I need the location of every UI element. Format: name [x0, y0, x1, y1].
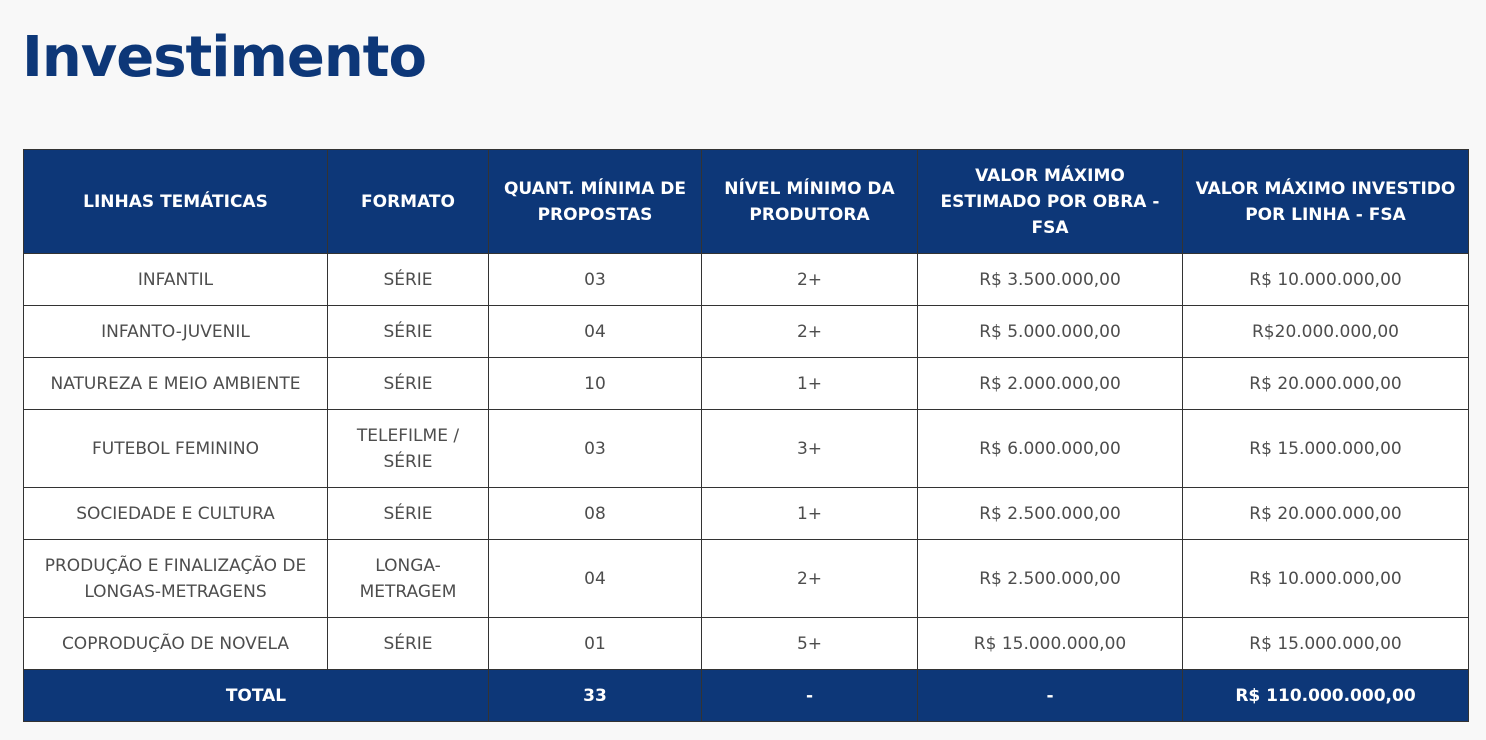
cell-quant: 08	[489, 488, 702, 540]
header-nivel-minimo: NÍVEL MÍNIMO DA PRODUTORA	[702, 150, 918, 254]
cell-valor-obra: R$ 2.000.000,00	[918, 358, 1183, 410]
cell-nivel: 2+	[702, 540, 918, 618]
total-valor-obra: -	[918, 670, 1183, 722]
cell-linha: INFANTO-JUVENIL	[24, 306, 328, 358]
table-row	[24, 488, 1469, 540]
total-label: TOTAL	[24, 670, 489, 722]
table-header	[24, 150, 1469, 254]
cell-nivel: 5+	[702, 618, 918, 670]
cell-linha: FUTEBOL FEMININO	[24, 410, 328, 488]
cell-nivel: 1+	[702, 358, 918, 410]
header-quant-minima: QUANT. MÍNIMA DE PROPOSTAS	[489, 150, 702, 254]
cell-valor-obra: R$ 2.500.000,00	[918, 540, 1183, 618]
total-quant: 33	[489, 670, 702, 722]
table-row	[24, 618, 1469, 670]
investment-table	[23, 149, 1469, 722]
table-body	[24, 254, 1469, 670]
header-formato: FORMATO	[328, 150, 489, 254]
cell-nivel: 3+	[702, 410, 918, 488]
cell-linha: PRODUÇÃO E FINALIZAÇÃO DE LONGAS-METRAGENS	[24, 540, 328, 618]
header-row	[24, 150, 1469, 254]
cell-quant: 03	[489, 410, 702, 488]
cell-quant: 04	[489, 540, 702, 618]
cell-quant: 10	[489, 358, 702, 410]
cell-quant: 03	[489, 254, 702, 306]
total-nivel: -	[702, 670, 918, 722]
table-row	[24, 540, 1469, 618]
cell-quant: 01	[489, 618, 702, 670]
cell-formato: LONGA-METRAGEM	[328, 540, 489, 618]
cell-linha: COPRODUÇÃO DE NOVELA	[24, 618, 328, 670]
cell-formato: SÉRIE	[328, 358, 489, 410]
cell-valor-linha: R$ 20.000.000,00	[1183, 488, 1469, 540]
cell-valor-obra: R$ 5.000.000,00	[918, 306, 1183, 358]
cell-valor-linha: R$ 10.000.000,00	[1183, 254, 1469, 306]
header-linhas-tematicas: LINHAS TEMÁTICAS	[24, 150, 328, 254]
cell-nivel: 2+	[702, 254, 918, 306]
cell-valor-linha: R$ 20.000.000,00	[1183, 358, 1469, 410]
cell-valor-linha: R$ 10.000.000,00	[1183, 540, 1469, 618]
cell-formato: SÉRIE	[328, 488, 489, 540]
cell-formato: SÉRIE	[328, 306, 489, 358]
cell-valor-obra: R$ 3.500.000,00	[918, 254, 1183, 306]
cell-valor-obra: R$ 15.000.000,00	[918, 618, 1183, 670]
page-title: Investimento	[22, 25, 426, 90]
cell-linha: INFANTIL	[24, 254, 328, 306]
header-valor-por-linha: VALOR MÁXIMO INVESTIDO POR LINHA - FSA	[1183, 150, 1469, 254]
cell-nivel: 2+	[702, 306, 918, 358]
cell-linha: SOCIEDADE E CULTURA	[24, 488, 328, 540]
cell-valor-obra: R$ 6.000.000,00	[918, 410, 1183, 488]
table-footer	[24, 670, 1469, 722]
cell-formato: TELEFILME / SÉRIE	[328, 410, 489, 488]
cell-linha: NATUREZA E MEIO AMBIENTE	[24, 358, 328, 410]
header-valor-por-obra: VALOR MÁXIMO ESTIMADO POR OBRA - FSA	[918, 150, 1183, 254]
table-row	[24, 306, 1469, 358]
table-row	[24, 410, 1469, 488]
cell-valor-linha: R$20.000.000,00	[1183, 306, 1469, 358]
table-row	[24, 254, 1469, 306]
cell-valor-linha: R$ 15.000.000,00	[1183, 618, 1469, 670]
cell-nivel: 1+	[702, 488, 918, 540]
table-row	[24, 358, 1469, 410]
cell-formato: SÉRIE	[328, 618, 489, 670]
cell-quant: 04	[489, 306, 702, 358]
total-row	[24, 670, 1469, 722]
total-valor-linha: R$ 110.000.000,00	[1183, 670, 1469, 722]
cell-valor-obra: R$ 2.500.000,00	[918, 488, 1183, 540]
cell-valor-linha: R$ 15.000.000,00	[1183, 410, 1469, 488]
cell-formato: SÉRIE	[328, 254, 489, 306]
